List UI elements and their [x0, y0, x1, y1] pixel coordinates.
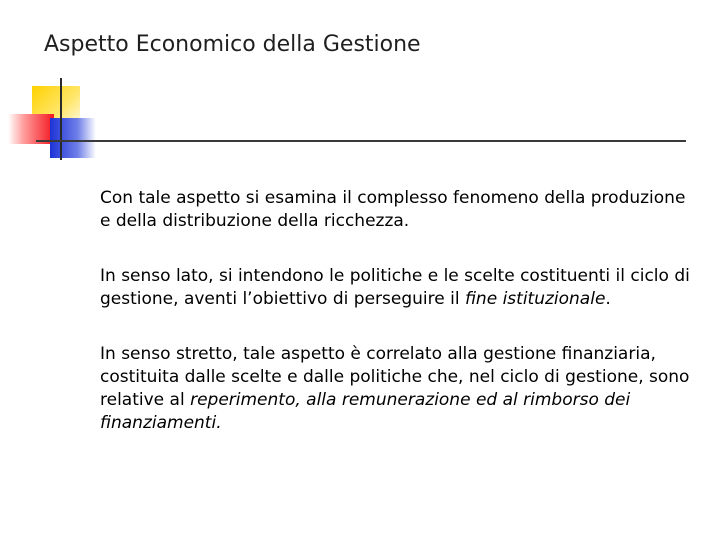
paragraph-1-text: Con tale aspetto si esamina il complesso fenomeno della produzione e della distribuzione della ricchezza.	[100, 188, 686, 231]
title-decoration	[0, 0, 720, 170]
blue-square-decoration	[50, 118, 96, 158]
paragraph-2-end: .	[605, 289, 611, 309]
vertical-rule	[60, 78, 62, 160]
paragraph-2	[100, 265, 700, 311]
paragraph-3-text: In senso stretto, tale aspetto è correlato alla gestione finanziaria, costituita dalle scelte e dalle politiche che, nel ciclo di gestione, sono relative al	[100, 344, 690, 410]
paragraph-1	[100, 187, 700, 233]
slide-title: Aspetto Economico della Gestione	[44, 32, 421, 57]
horizontal-rule	[36, 140, 686, 142]
paragraph-2-emphasis: fine istituzionale	[464, 289, 606, 309]
slide-body	[100, 187, 700, 435]
paragraph-3	[100, 343, 700, 435]
paragraph-2-text: In senso lato, si intendono le politiche e le scelte costituenti il ciclo di gestione, aventi l’obiettivo di perseguire il	[100, 266, 690, 309]
paragraph-3-emphasis: reperimento, alla remunerazione ed al rimborso dei finanziamenti.	[100, 390, 631, 433]
